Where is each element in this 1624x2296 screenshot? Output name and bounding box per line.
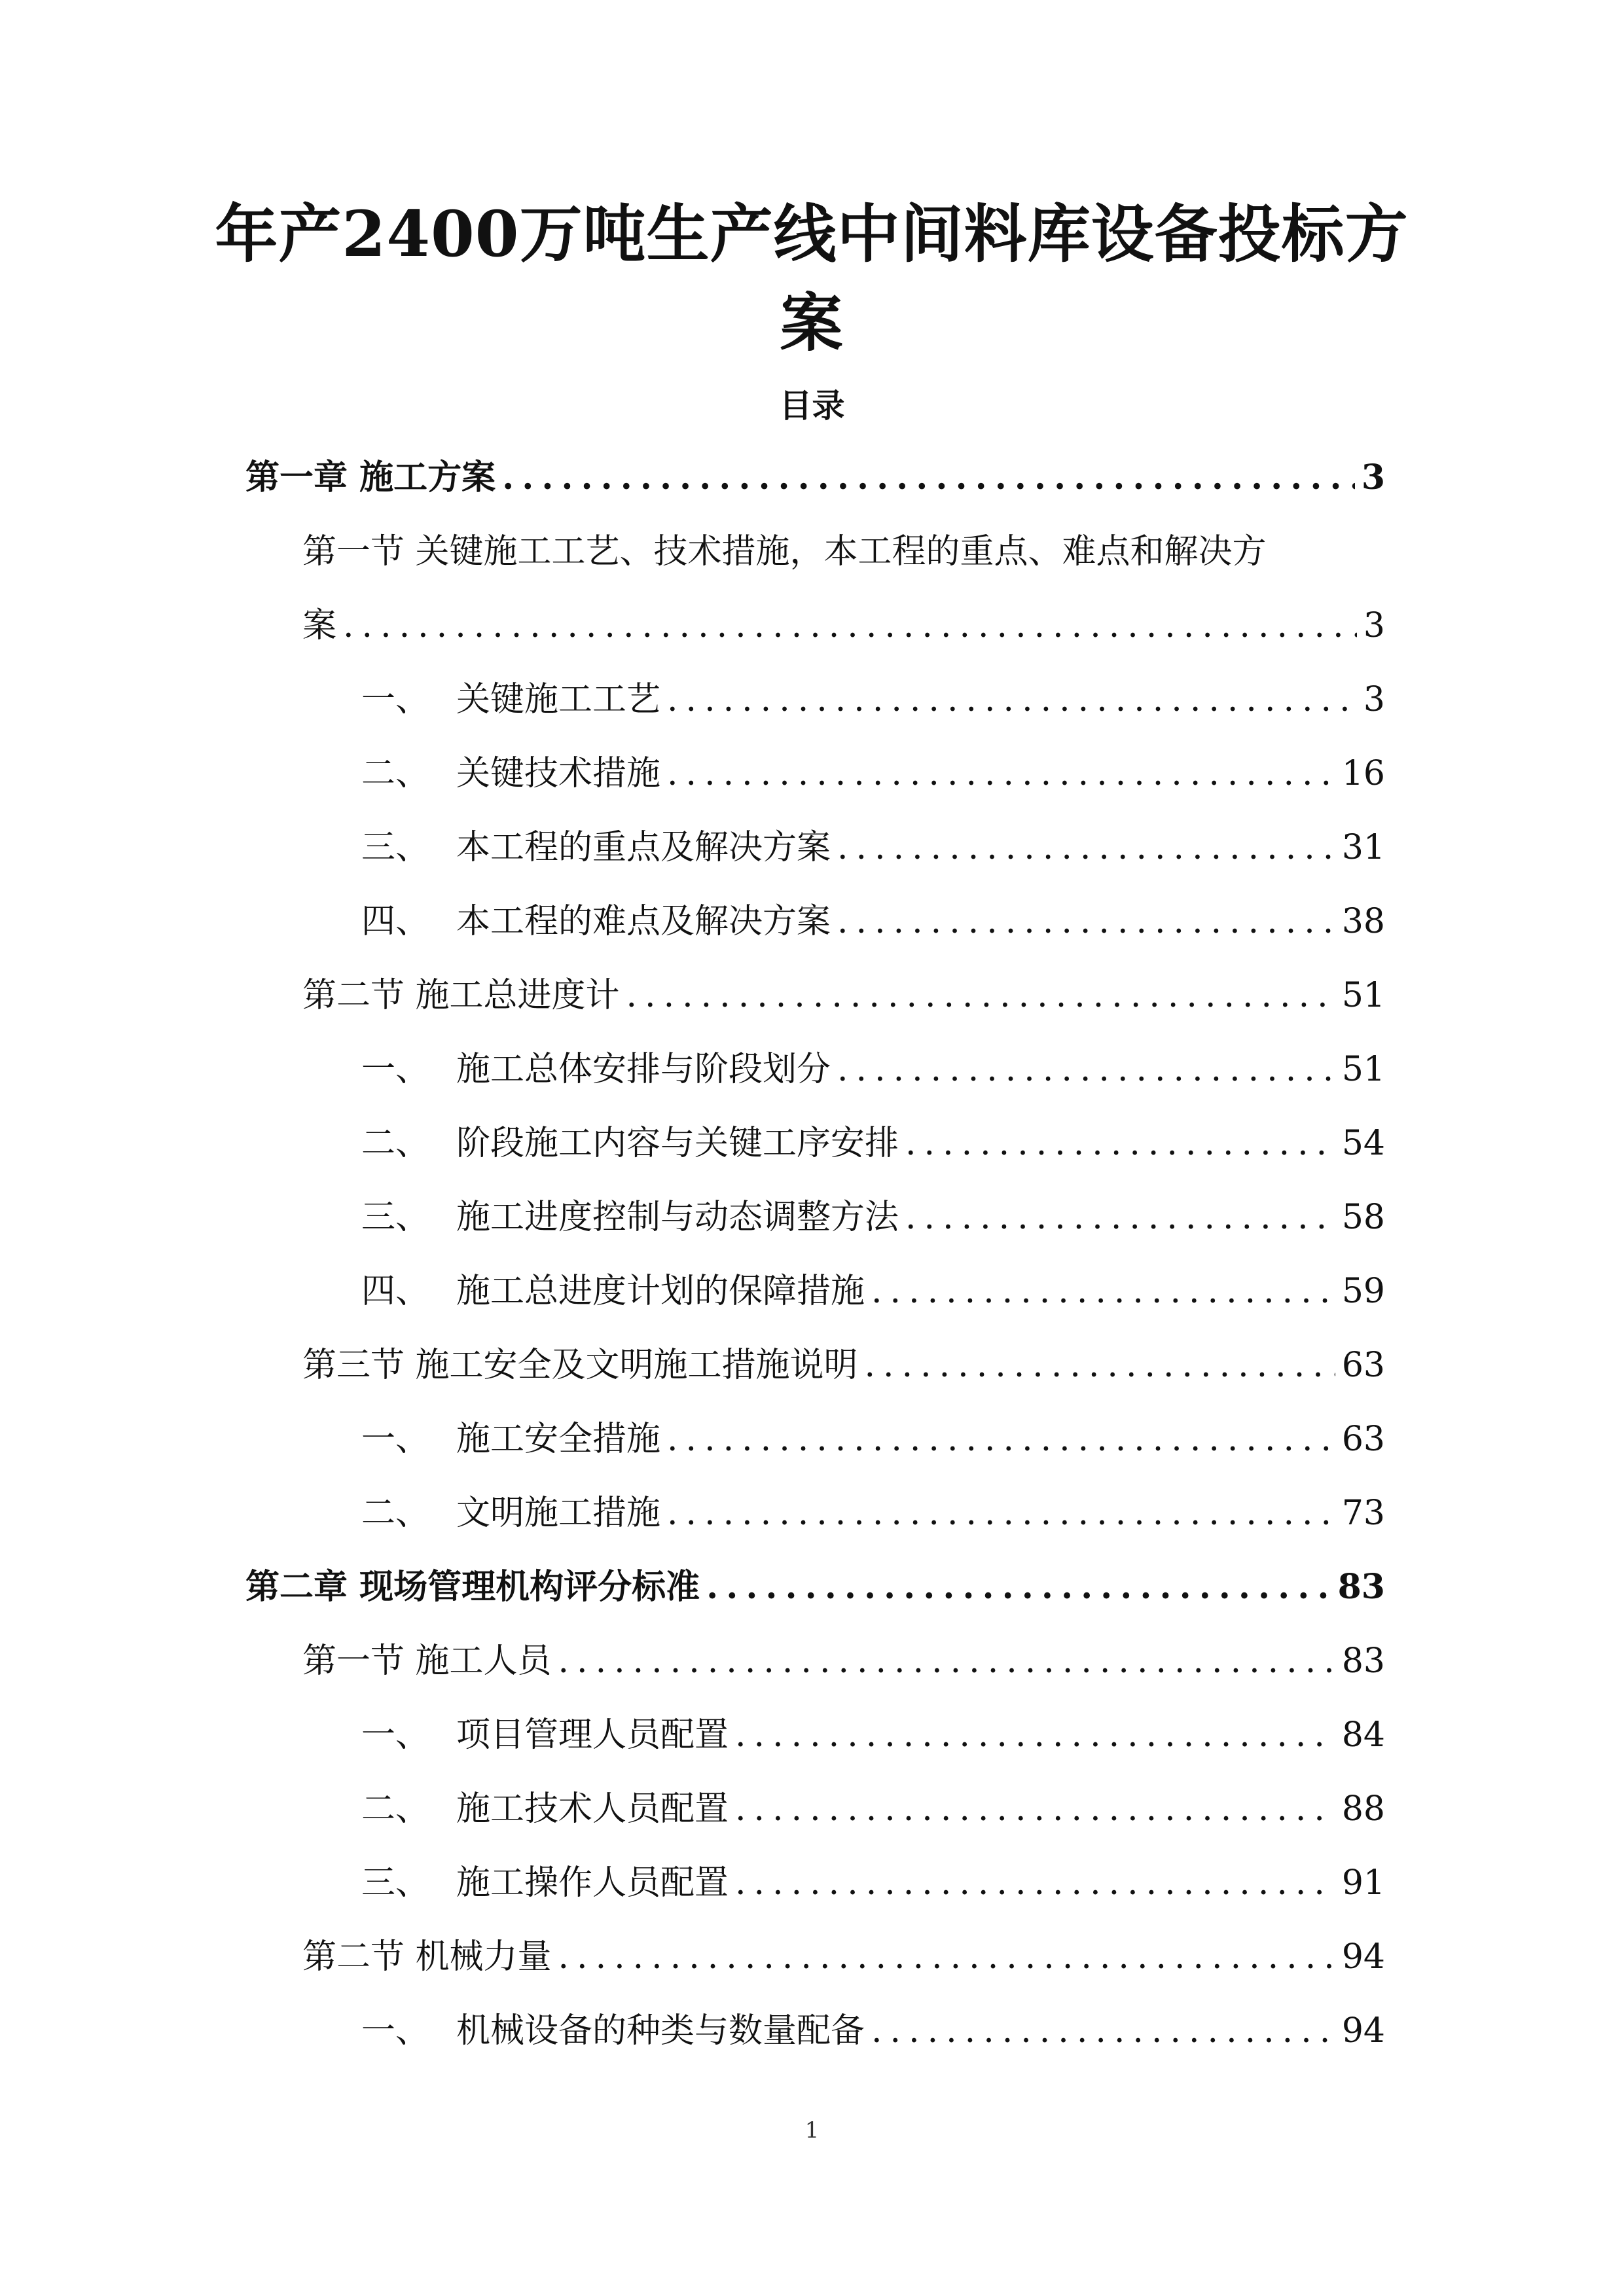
toc-entry-label: 关键技术措施 (456, 754, 661, 793)
dot-leader (837, 1047, 1335, 1092)
toc-item-number: 三、 (361, 1863, 430, 1903)
toc-chapter-1[interactable] (245, 455, 1385, 501)
title-line-2: 案 (780, 286, 844, 360)
toc-section-1-line-1[interactable]: 第一节 关键施工工艺、技术措施，本工程的重点、难点和解决方 (302, 532, 1267, 571)
toc-item[interactable] (361, 751, 1385, 797)
toc-chapter-2-section-2[interactable] (302, 1934, 1385, 1980)
toc-entry-label: 第二节 施工总进度计 (302, 976, 620, 1015)
dot-leader (871, 1268, 1335, 1314)
dot-leader (626, 973, 1335, 1018)
toc-page-number: 83 (1337, 1567, 1385, 1607)
toc-entry-label: 项目管理人员配置 (456, 1715, 729, 1755)
dot-leader (667, 677, 1357, 723)
document-title (196, 190, 1427, 368)
toc-item[interactable] (361, 2008, 1385, 2054)
toc-entry-label: 文明施工措施 (456, 1494, 661, 1533)
toc-page-number: 3 (1363, 680, 1385, 719)
dot-leader (735, 1786, 1335, 1832)
toc-page-number: 3 (1363, 606, 1385, 645)
toc-entry-label: 机械设备的种类与数量配备 (456, 2011, 865, 2051)
toc-item[interactable] (361, 1712, 1385, 1758)
toc-page-number: 3 (1361, 457, 1385, 497)
toc-page-number: 38 (1341, 902, 1385, 941)
toc-entry-label: 第二章 现场管理机构评分标准 (245, 1567, 700, 1607)
toc-entry-label: 第三节 施工安全及文明施工措施说明 (302, 1346, 858, 1385)
toc-page-number: 59 (1341, 1272, 1385, 1311)
toc-chapter-2-section-1[interactable] (302, 1638, 1385, 1684)
toc-entry-label: 第一章 施工方案 (245, 457, 496, 497)
title-line-1: 年产2400万吨生产线中间料库设备投标方 (215, 197, 1409, 271)
toc-item[interactable] (361, 1121, 1385, 1166)
toc-item[interactable] (361, 1194, 1385, 1240)
toc-entry-label: 施工总体安排与阶段划分 (456, 1050, 831, 1089)
dot-leader (837, 899, 1335, 944)
toc-page-number: 63 (1341, 1346, 1385, 1385)
toc-item-number: 三、 (361, 1198, 430, 1237)
dot-leader (502, 455, 1355, 501)
toc-item-number: 四、 (361, 902, 430, 941)
toc-item-number: 二、 (361, 1124, 430, 1163)
toc-page-number: 63 (1341, 1420, 1385, 1459)
dot-leader (837, 825, 1335, 870)
toc-page-number: 54 (1341, 1124, 1385, 1163)
dot-leader (558, 1934, 1335, 1980)
toc-item[interactable] (361, 1416, 1385, 1462)
dot-leader (735, 1712, 1335, 1758)
toc-entry-label: 施工总进度计划的保障措施 (456, 1272, 865, 1311)
toc-entry-label: 第一节 施工人员 (302, 1641, 552, 1681)
toc-page-number: 16 (1341, 754, 1385, 793)
toc-item[interactable] (361, 825, 1385, 870)
dot-leader (905, 1121, 1335, 1166)
toc-item[interactable] (361, 899, 1385, 944)
toc-entry-label: 本工程的难点及解决方案 (456, 902, 831, 941)
dot-leader (865, 1342, 1335, 1388)
toc-entry-label: 施工进度控制与动态调整方法 (456, 1198, 899, 1237)
toc-entry-label: 施工安全措施 (456, 1420, 661, 1459)
toc-item[interactable] (361, 1047, 1385, 1092)
toc-page-number: 94 (1341, 2011, 1385, 2051)
toc-item[interactable] (361, 1490, 1385, 1536)
dot-leader (735, 1860, 1335, 1906)
toc-item-number: 三、 (361, 828, 430, 867)
toc-entry-label: 本工程的重点及解决方案 (456, 828, 831, 867)
dot-leader (667, 751, 1335, 797)
toc-entry-label: 阶段施工内容与关键工序安排 (456, 1124, 899, 1163)
toc-item-number: 一、 (361, 1715, 430, 1755)
dot-leader (667, 1490, 1335, 1536)
toc-item[interactable] (361, 1786, 1385, 1832)
toc-item-number: 一、 (361, 1050, 430, 1089)
toc-section-3[interactable] (302, 1342, 1385, 1388)
dot-leader (905, 1194, 1335, 1240)
toc-section-1-line-2[interactable] (302, 603, 1385, 649)
toc-item-number: 一、 (361, 2011, 430, 2051)
dot-leader (343, 603, 1357, 649)
toc-page-number: 73 (1341, 1494, 1385, 1533)
toc-entry-label: 案 (302, 606, 337, 645)
toc-page-number: 84 (1341, 1715, 1385, 1755)
toc-item-number: 四、 (361, 1272, 430, 1311)
toc-page-number: 58 (1341, 1198, 1385, 1237)
toc-item-number: 一、 (361, 1420, 430, 1459)
dot-leader (667, 1416, 1335, 1462)
toc-item[interactable] (361, 677, 1385, 723)
toc-entry-label: 施工操作人员配置 (456, 1863, 729, 1903)
toc-page-number: 83 (1341, 1641, 1385, 1681)
toc-item-number: 二、 (361, 754, 430, 793)
toc-heading: 目录 (779, 386, 845, 425)
toc-page-number: 31 (1341, 828, 1385, 867)
toc-entry-label: 关键施工工艺 (456, 680, 661, 719)
toc-chapter-2[interactable] (245, 1564, 1385, 1610)
toc-page-number: 88 (1341, 1789, 1385, 1829)
toc-entry-label: 第二节 机械力量 (302, 1937, 552, 1977)
toc-page-number: 51 (1341, 976, 1385, 1015)
toc-page-number: 91 (1341, 1863, 1385, 1903)
page-number: 1 (804, 2117, 820, 2144)
toc-item-number: 二、 (361, 1789, 430, 1829)
toc-item[interactable] (361, 1268, 1385, 1314)
toc-section-2[interactable] (302, 973, 1385, 1018)
toc-item[interactable] (361, 1860, 1385, 1906)
toc-item-number: 一、 (361, 680, 430, 719)
dot-leader (706, 1564, 1331, 1610)
toc-entry-label: 施工技术人员配置 (456, 1789, 729, 1829)
dot-leader (558, 1638, 1335, 1684)
toc-page-number: 51 (1341, 1050, 1385, 1089)
toc-page-number: 94 (1341, 1937, 1385, 1977)
toc-item-number: 二、 (361, 1494, 430, 1533)
dot-leader (871, 2008, 1335, 2054)
